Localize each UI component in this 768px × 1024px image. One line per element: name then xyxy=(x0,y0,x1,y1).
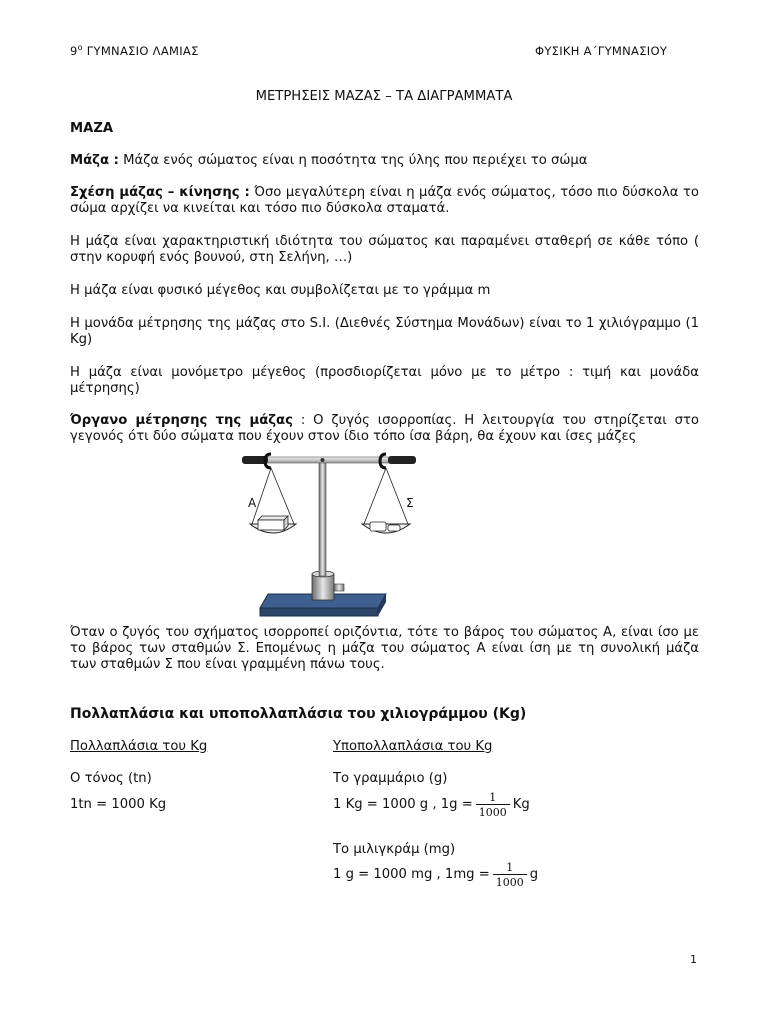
multiples-heading: Πολλαπλάσια του Kg xyxy=(70,739,208,754)
milligram-fraction xyxy=(493,861,527,889)
milligram-name: Το μιλιγκράμ (mg) xyxy=(333,842,456,857)
milligram-equation xyxy=(333,856,538,894)
balance-scale-figure xyxy=(238,448,420,620)
gram-equation xyxy=(333,786,530,824)
tonne-name: Ο τόνος (tn) xyxy=(70,771,152,786)
term-mass-motion: Σχέση μάζας – κίνησης : xyxy=(70,185,250,200)
term-instrument: Όργανο μέτρησης της μάζας xyxy=(70,413,293,428)
label-body-a: Α xyxy=(248,496,257,510)
balance-socket xyxy=(312,574,334,600)
paragraph-mass-definition xyxy=(70,153,699,169)
paragraph-mass-property: Η μάζα είναι χαρακτηριστική ιδιότητα του σώματος και παραμένει σταθερή σε κάθε τόπο ( στην κορυφή ενός βουνού, στη Σελήνη, …) xyxy=(70,234,699,265)
term-mass: Μάζα : xyxy=(70,153,119,168)
paragraph-mass-motion xyxy=(70,185,699,217)
milligram-fraction-denominator: 1000 xyxy=(493,874,527,889)
gram-fraction-numerator: 1 xyxy=(489,791,497,804)
milligram-equation-unit: g xyxy=(529,867,539,882)
header-subject: ΦΥΣΙΚΗ Α΄ΓΥΜΝΑΣΙΟΥ xyxy=(535,44,668,58)
balance-base-front xyxy=(260,608,378,616)
gram-fraction-denominator: 1000 xyxy=(476,804,510,819)
units-heading: Πολλαπλάσια και υποπολλαπλάσια του χιλιογράμμου (Kg) xyxy=(70,706,527,722)
gram-name: Το γραμμάριο (g) xyxy=(333,771,448,786)
weight-small xyxy=(388,525,400,531)
milligram-equation-text: 1 g = 1000 mg , 1mg = xyxy=(333,867,490,882)
paragraph-balance-explanation: Όταν ο ζυγός του σχήματος ισορροπεί οριζόντια, τότε το βάρος του σώματος Α, είναι ίσο με το βάρος των σταθμών Σ. Επομένως η μάζα του σώματος Α είναι ίση με τη συνολική μάζα των σταθμών Σ που είναι γραμμένη πάνω τους. xyxy=(70,625,699,672)
section-heading: ΜΑΖΑ xyxy=(70,121,114,136)
school-number-suffix: ο xyxy=(77,43,83,53)
text-mass: Μάζα ενός σώματος είναι η ποσότητα της ύλης που περιέχει το σώμα xyxy=(118,153,588,168)
submultiples-heading: Υποπολλαπλάσια του Kg xyxy=(333,739,493,754)
body-a-box xyxy=(258,520,284,530)
balance-knob xyxy=(334,584,344,591)
tonne-equation: 1tn = 1000 Kg xyxy=(70,797,167,812)
balance-pole xyxy=(319,460,326,576)
page-number: 1 xyxy=(690,953,697,966)
paragraph-mass-unit: Η μονάδα μέτρησης της μάζας στο S.I. (Διεθνές Σύστημα Μονάδων) είναι το 1 χιλιόγραμμο (1 Kg) xyxy=(70,316,699,347)
paragraph-mass-scalar: Η μάζα είναι μονόμετρο μέγεθος (προσδιορίζεται μόνο με το μέτρο : τιμή και μονάδα μέτρησης) xyxy=(70,365,699,396)
gram-equation-text: 1 Kg = 1000 g , 1g = xyxy=(333,797,473,812)
paragraph-balance xyxy=(70,413,699,445)
page-title: ΜΕΤΡΗΣΕΙΣ ΜΑΖΑΣ – ΤΑ ΔΙΑΓΡΑΜΜΑΤΑ xyxy=(255,89,513,104)
gram-fraction xyxy=(476,791,510,819)
milligram-fraction-numerator: 1 xyxy=(506,861,514,874)
weight-large xyxy=(370,522,386,531)
balance-beam xyxy=(266,457,390,463)
text-instrument: : Ο ζυγός ισορροπίας. Η λειτουργία του στηρίζεται στο γεγονός ότι δύο σώματα που έχουν στον ίδιο τόπο ίσα βάρη, θα έχουν και ίσες μάζες xyxy=(70,413,699,444)
school-name: ΓΥΜΝΑΣΙΟ ΛΑΜΙΑΣ xyxy=(82,44,199,58)
paragraph-mass-symbol: Η μάζα είναι φυσικό μέγεθος και συμβολίζεται με το γράμμα m xyxy=(70,283,491,298)
school-number: 9 xyxy=(70,44,78,58)
gram-equation-unit: Kg xyxy=(512,797,530,812)
header-school xyxy=(70,44,199,58)
label-weights-s: Σ xyxy=(406,496,414,510)
text-mass-motion: Όσο μεγαλύτερη είναι η μάζα ενός σώματος, τόσο πιο δύσκολα το σώμα αρχίζει να κινείται και τόσο πιο δύσκολα σταματά. xyxy=(70,185,699,216)
